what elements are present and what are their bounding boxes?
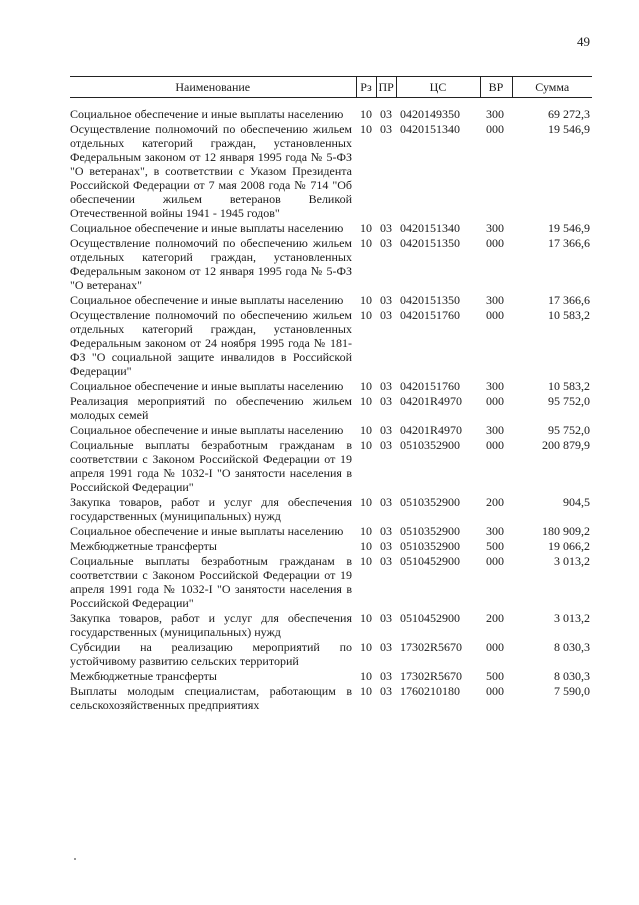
cell-vr: 300 bbox=[486, 221, 504, 235]
cell-sum: 3 013,2 bbox=[554, 611, 590, 625]
header-sum: Сумма bbox=[512, 77, 592, 98]
cell-rz: 10 bbox=[360, 293, 372, 307]
header-pr: ПР bbox=[376, 77, 396, 98]
cell-sum: 904,5 bbox=[563, 495, 590, 509]
cell-rz: 10 bbox=[360, 669, 372, 683]
table-row bbox=[70, 393, 592, 422]
cell-pr: 03 bbox=[380, 554, 392, 568]
cell-sum: 180 909,2 bbox=[542, 524, 590, 538]
cell-vr: 300 bbox=[486, 379, 504, 393]
cell-pr: 03 bbox=[380, 308, 392, 322]
cell-rz: 10 bbox=[360, 524, 372, 538]
cell-cs: 0420151350 bbox=[400, 236, 460, 250]
cell-name: Социальное обеспечение и иные выплаты населению bbox=[70, 221, 344, 235]
cell-name: Межбюджетные трансферты bbox=[70, 539, 217, 553]
cell-sum: 8 030,3 bbox=[554, 640, 590, 654]
cell-pr: 03 bbox=[380, 669, 392, 683]
cell-sum: 200 879,9 bbox=[542, 438, 590, 452]
cell-vr: 000 bbox=[486, 640, 504, 654]
cell-pr: 03 bbox=[380, 293, 392, 307]
cell-cs: 0420151760 bbox=[400, 308, 460, 322]
cell-vr: 000 bbox=[486, 122, 504, 136]
cell-sum: 95 752,0 bbox=[548, 394, 590, 408]
cell-name: Социальное обеспечение и иные выплаты населению bbox=[70, 293, 344, 307]
cell-name: Осуществление полномочий по обеспечению жильем отдельных категорий граждан, установленных Федеральным законом от 12 января 1995 года № 5-ФЗ "О ветеранах", в соответствии с Указом Президента Российской Федерации от 7 мая 2008 года № 714 "Об обеспечении жильем ветеранов Великой Отечественной войны 1941 - 1945 годов" bbox=[70, 122, 352, 220]
cell-pr: 03 bbox=[380, 539, 392, 553]
table-row bbox=[70, 437, 592, 494]
table-body bbox=[70, 98, 592, 713]
cell-pr: 03 bbox=[380, 684, 392, 698]
cell-name: Реализация мероприятий по обеспечению жильем молодых семей bbox=[70, 394, 352, 422]
cell-rz: 10 bbox=[360, 394, 372, 408]
table-row bbox=[70, 538, 592, 553]
scan-speck bbox=[74, 858, 76, 860]
cell-pr: 03 bbox=[380, 495, 392, 509]
cell-sum: 10 583,2 bbox=[548, 379, 590, 393]
cell-rz: 10 bbox=[360, 495, 372, 509]
table-row bbox=[70, 307, 592, 378]
cell-rz: 10 bbox=[360, 107, 372, 121]
cell-cs: 0420151760 bbox=[400, 379, 460, 393]
cell-vr: 300 bbox=[486, 423, 504, 437]
cell-vr: 000 bbox=[486, 684, 504, 698]
cell-rz: 10 bbox=[360, 221, 372, 235]
header-name: Наименование bbox=[70, 77, 356, 98]
cell-rz: 10 bbox=[360, 611, 372, 625]
cell-name: Выплаты молодым специалистам, работающим в сельскохозяйственных предприятиях bbox=[70, 684, 352, 712]
cell-rz: 10 bbox=[360, 640, 372, 654]
table-row bbox=[70, 668, 592, 683]
cell-cs: 04201R4970 bbox=[400, 394, 463, 408]
cell-vr: 500 bbox=[486, 539, 504, 553]
cell-rz: 10 bbox=[360, 539, 372, 553]
cell-rz: 10 bbox=[360, 379, 372, 393]
cell-name: Межбюджетные трансферты bbox=[70, 669, 217, 683]
cell-sum: 17 366,6 bbox=[548, 236, 590, 250]
header-vr: ВР bbox=[480, 77, 512, 98]
cell-name: Социальные выплаты безработным гражданам в соответствии с Законом Российской Федерации от 19 апреля 1991 года № 1032-I "О занятости населения в Российской Федерации" bbox=[70, 554, 352, 610]
cell-vr: 300 bbox=[486, 293, 504, 307]
cell-rz: 10 bbox=[360, 423, 372, 437]
table-row bbox=[70, 683, 592, 712]
cell-vr: 500 bbox=[486, 669, 504, 683]
cell-name: Социальное обеспечение и иные выплаты населению bbox=[70, 107, 344, 121]
cell-sum: 17 366,6 bbox=[548, 293, 590, 307]
cell-rz: 10 bbox=[360, 554, 372, 568]
cell-pr: 03 bbox=[380, 379, 392, 393]
cell-pr: 03 bbox=[380, 221, 392, 235]
cell-name: Социальное обеспечение и иные выплаты населению bbox=[70, 524, 344, 538]
cell-cs: 0420151350 bbox=[400, 293, 460, 307]
cell-sum: 19 066,2 bbox=[548, 539, 590, 553]
table-row bbox=[70, 220, 592, 235]
cell-name: Осуществление полномочий по обеспечению жильем отдельных категорий граждан, установленных Федеральным законом от 12 января 1995 года № 5-ФЗ "О ветеранах" bbox=[70, 236, 352, 292]
table-row bbox=[70, 494, 592, 523]
cell-cs: 0510452900 bbox=[400, 611, 460, 625]
cell-vr: 300 bbox=[486, 524, 504, 538]
table-header bbox=[70, 77, 592, 98]
cell-sum: 10 583,2 bbox=[548, 308, 590, 322]
cell-pr: 03 bbox=[380, 394, 392, 408]
cell-vr: 200 bbox=[486, 495, 504, 509]
cell-cs: 0510352900 bbox=[400, 495, 460, 509]
cell-name: Закупка товаров, работ и услуг для обеспечения государственных (муниципальных) нужд bbox=[70, 495, 352, 523]
table-row bbox=[70, 235, 592, 292]
table-row bbox=[70, 553, 592, 610]
cell-sum: 8 030,3 bbox=[554, 669, 590, 683]
cell-pr: 03 bbox=[380, 438, 392, 452]
cell-cs: 0510352900 bbox=[400, 539, 460, 553]
cell-sum: 3 013,2 bbox=[554, 554, 590, 568]
table-row bbox=[70, 378, 592, 393]
cell-pr: 03 bbox=[380, 524, 392, 538]
header-cs: ЦС bbox=[396, 77, 480, 98]
cell-rz: 10 bbox=[360, 122, 372, 136]
cell-rz: 10 bbox=[360, 308, 372, 322]
cell-vr: 000 bbox=[486, 394, 504, 408]
table-row bbox=[70, 121, 592, 220]
table-row bbox=[70, 610, 592, 639]
cell-sum: 19 546,9 bbox=[548, 221, 590, 235]
cell-name: Социальное обеспечение и иные выплаты населению bbox=[70, 379, 344, 393]
cell-pr: 03 bbox=[380, 122, 392, 136]
cell-vr: 000 bbox=[486, 308, 504, 322]
cell-pr: 03 bbox=[380, 640, 392, 654]
cell-pr: 03 bbox=[380, 107, 392, 121]
cell-sum: 19 546,9 bbox=[548, 122, 590, 136]
cell-cs: 04201R4970 bbox=[400, 423, 463, 437]
header-rz: Рз bbox=[356, 77, 376, 98]
cell-cs: 17302R5670 bbox=[400, 669, 463, 683]
cell-cs: 0510352900 bbox=[400, 438, 460, 452]
cell-vr: 200 bbox=[486, 611, 504, 625]
cell-name: Субсидии на реализацию мероприятий по устойчивому развитию сельских территорий bbox=[70, 640, 352, 668]
cell-cs: 0420151340 bbox=[400, 221, 460, 235]
cell-cs: 1760210180 bbox=[400, 684, 460, 698]
cell-sum: 7 590,0 bbox=[554, 684, 590, 698]
budget-table bbox=[70, 76, 592, 712]
cell-sum: 95 752,0 bbox=[548, 423, 590, 437]
cell-pr: 03 bbox=[380, 236, 392, 250]
cell-rz: 10 bbox=[360, 438, 372, 452]
cell-name: Закупка товаров, работ и услуг для обеспечения государственных (муниципальных) нужд bbox=[70, 611, 352, 639]
cell-rz: 10 bbox=[360, 236, 372, 250]
page-number: 49 bbox=[577, 34, 590, 49]
table-row bbox=[70, 523, 592, 538]
cell-pr: 03 bbox=[380, 611, 392, 625]
cell-cs: 17302R5670 bbox=[400, 640, 463, 654]
table-row bbox=[70, 292, 592, 307]
cell-cs: 0420149350 bbox=[400, 107, 460, 121]
cell-rz: 10 bbox=[360, 684, 372, 698]
table-row bbox=[70, 106, 592, 121]
cell-name: Социальные выплаты безработным гражданам в соответствии с Законом Российской Федерации от 19 апреля 1991 года № 1032-I "О занятости населения в Российской Федерации" bbox=[70, 438, 352, 494]
cell-cs: 0420151340 bbox=[400, 122, 460, 136]
cell-cs: 0510452900 bbox=[400, 554, 460, 568]
cell-vr: 000 bbox=[486, 438, 504, 452]
cell-vr: 000 bbox=[486, 554, 504, 568]
cell-pr: 03 bbox=[380, 423, 392, 437]
table-row bbox=[70, 422, 592, 437]
cell-vr: 300 bbox=[486, 107, 504, 121]
cell-cs: 0510352900 bbox=[400, 524, 460, 538]
cell-name: Социальное обеспечение и иные выплаты населению bbox=[70, 423, 344, 437]
cell-name: Осуществление полномочий по обеспечению жильем отдельных категорий граждан, установленных Федеральным законом от 24 ноября 1995 года № 181-ФЗ "О социальной защите инвалидов в Российской Федерации" bbox=[70, 308, 352, 378]
table-row bbox=[70, 639, 592, 668]
cell-vr: 000 bbox=[486, 236, 504, 250]
cell-sum: 69 272,3 bbox=[548, 107, 590, 121]
